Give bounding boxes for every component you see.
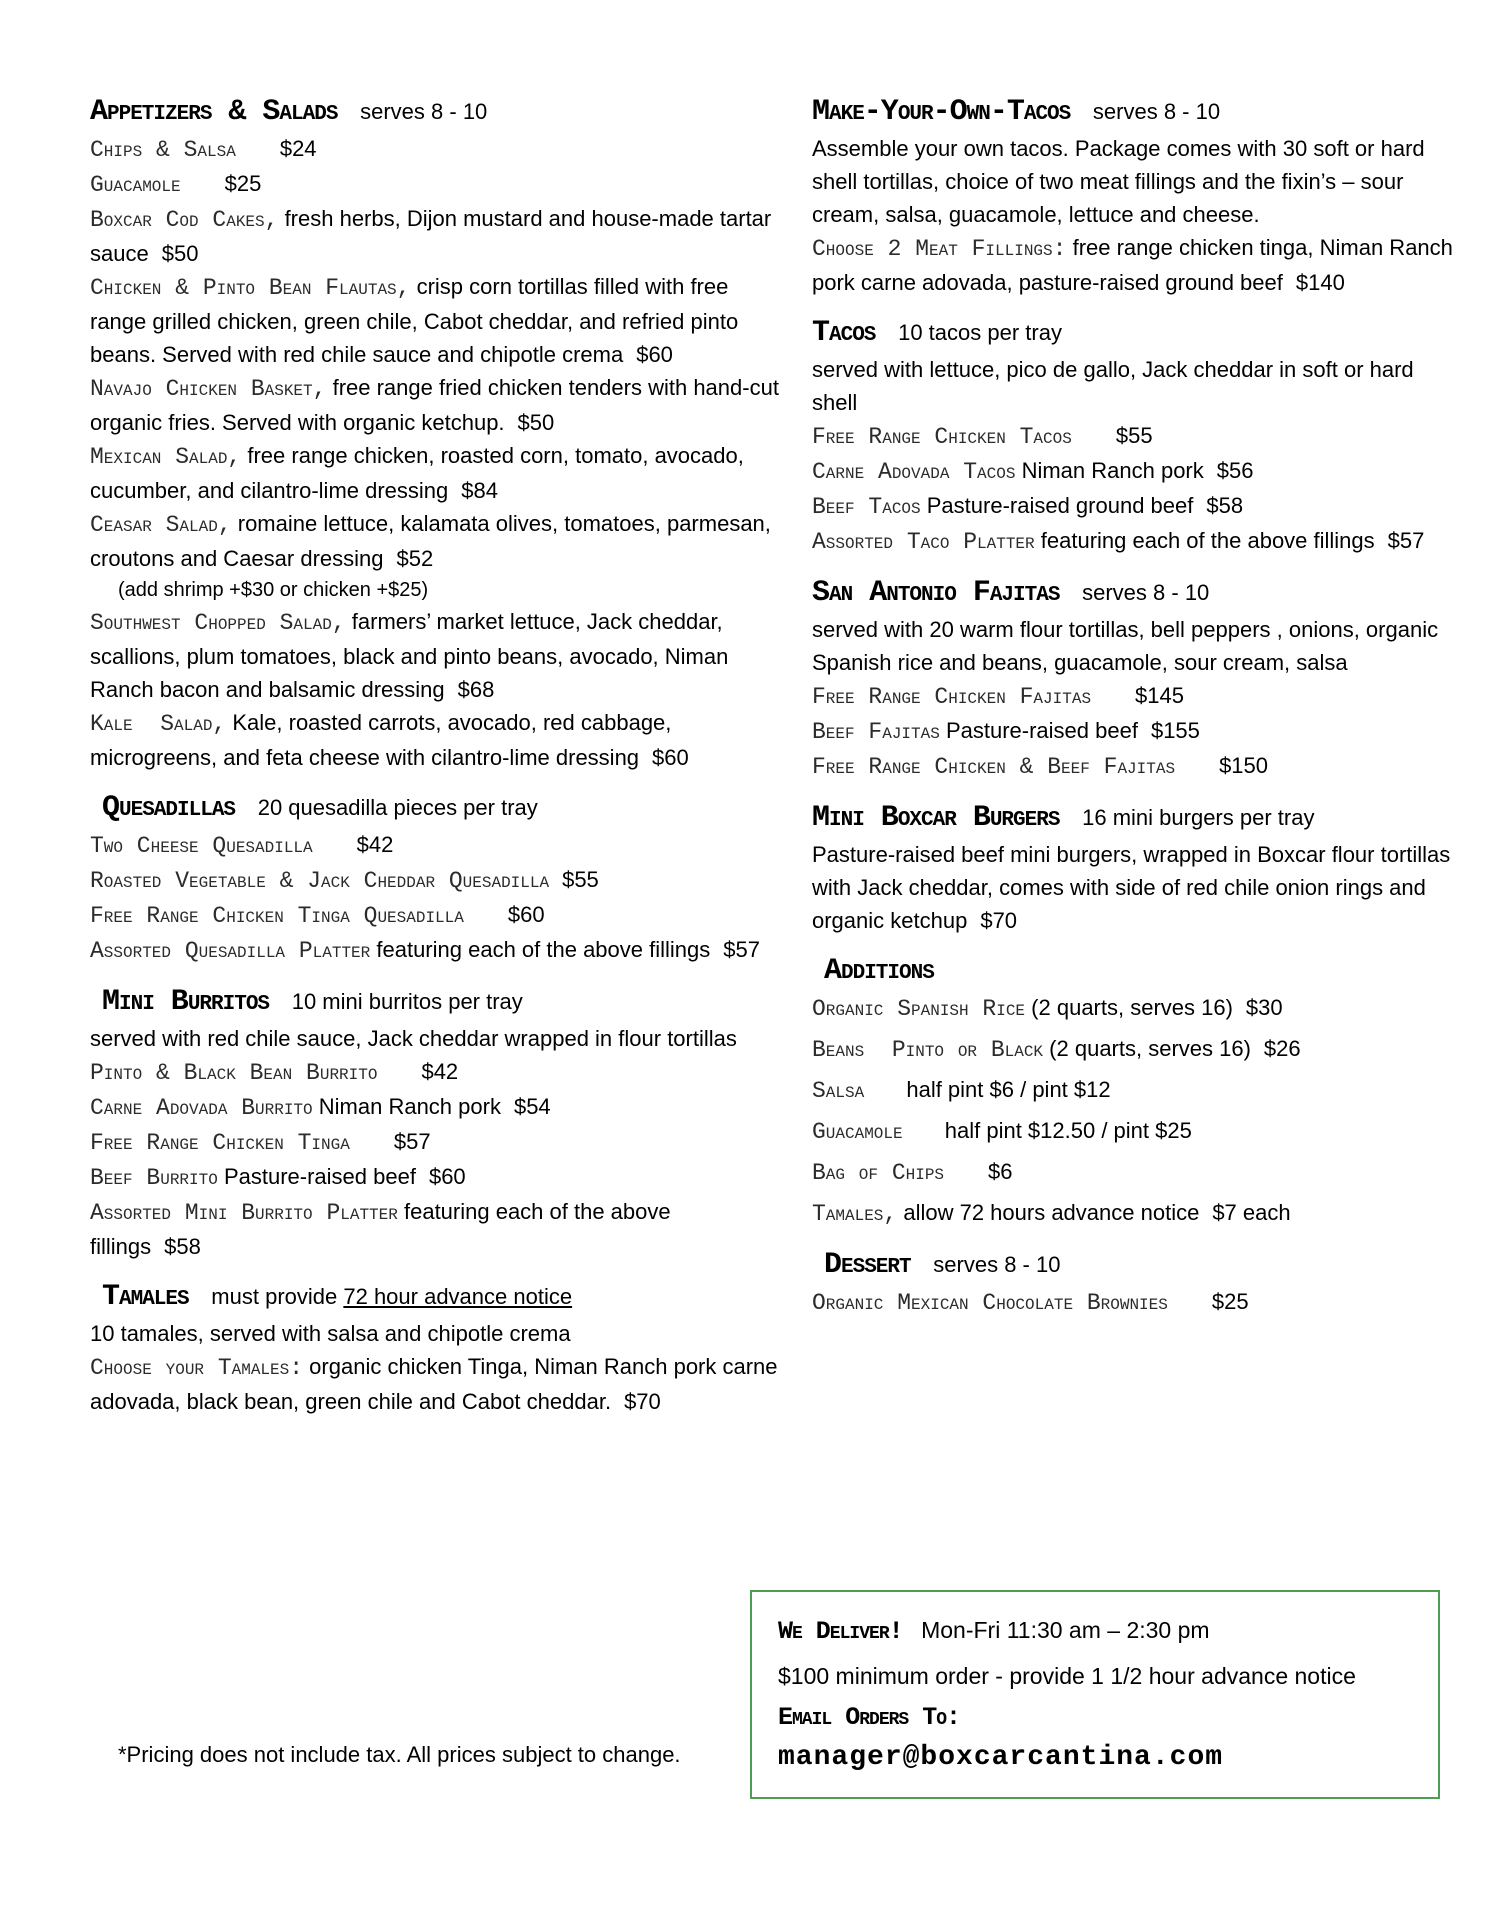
section-subtitle: serves 8 - 10	[1092, 99, 1221, 124]
item-description: featuring each of the above fillings	[90, 1199, 671, 1259]
item-price: $58	[164, 1234, 201, 1259]
menu-item	[812, 1155, 1464, 1190]
section-intro	[812, 838, 1464, 937]
item-name: Boxcar Cod Cakes,	[90, 207, 279, 233]
section-title: Mini Burritos	[102, 985, 270, 1019]
section-subtitle: 10 mini burritos per tray	[291, 989, 523, 1014]
menu-item	[90, 167, 782, 202]
item-price: $57	[1387, 528, 1425, 553]
item-description: Pasture-raised beef	[945, 718, 1138, 743]
item-price: $84	[461, 478, 498, 503]
section-heading	[812, 953, 1464, 989]
menu-item	[90, 863, 782, 898]
intro-text: Assemble your own tacos. Package comes with 30 soft or hard shell tortillas, choice of two meat fillings and the fixin’s – sour cream, salsa, guacamole, lettuce and cheese.	[812, 136, 1425, 227]
item-name: Chicken & Pinto Bean Flautas,	[90, 275, 411, 301]
item-name: Organic Spanish Rice	[812, 996, 1026, 1022]
section-subtitle: serves 8 - 10	[360, 99, 488, 124]
item-price: $60	[652, 745, 689, 770]
section-subtitle: serves 8 - 10	[1082, 580, 1210, 605]
item-name: Free Range Chicken Tinga Quesadilla	[90, 903, 464, 929]
item-price: $150	[1219, 753, 1269, 778]
item-name: Choose your Tamales:	[90, 1355, 304, 1381]
menu-item	[90, 202, 782, 270]
section-subtitle: 16 mini burgers per tray	[1082, 805, 1315, 830]
item-description: romaine lettuce, kalamata olives, tomatoes, parmesan, croutons and Caesar dressing	[90, 511, 771, 571]
section-title: Make-Your-Own-Tacos	[812, 95, 1071, 129]
menu-item	[812, 231, 1464, 299]
delivery-email-address: manager@boxcarcantina.com	[778, 1742, 1224, 1773]
item-name: Bag of Chips	[812, 1160, 945, 1186]
item-name: Pinto & Black Bean Burrito	[90, 1060, 378, 1086]
menu-item	[90, 1195, 782, 1263]
menu-item	[812, 524, 1464, 559]
delivery-minimum-order: $100 minimum order - provide 1 1/2 hour advance notice	[778, 1663, 1356, 1689]
section-title: Mini Boxcar Burgers	[812, 801, 1060, 835]
item-description: Niman Ranch pork	[318, 1094, 501, 1119]
section-heading	[812, 315, 1464, 351]
item-description: Niman Ranch pork	[1021, 458, 1204, 483]
item-price: $7 each	[1212, 1200, 1291, 1225]
item-price: $58	[1206, 493, 1244, 518]
item-price: $24	[279, 136, 317, 161]
item-price: $56	[1216, 458, 1254, 483]
menu-item	[90, 706, 782, 774]
menu-item	[90, 898, 782, 933]
item-name: Navajo Chicken Basket,	[90, 376, 327, 402]
menu-item	[90, 507, 782, 575]
item-description: (2 quarts, serves 16)	[1031, 995, 1233, 1020]
item-name: Free Range Chicken Tacos	[812, 424, 1072, 450]
delivery-title-line	[778, 1612, 1414, 1652]
item-name: Roasted Vegetable & Jack Cheddar Quesadilla	[90, 868, 550, 894]
section-heading	[90, 94, 782, 130]
menu-item	[90, 132, 782, 167]
item-description: free range fried chicken tenders with hand-cut organic fries. Served with organic ketchup.	[90, 375, 779, 435]
item-name: Free Range Chicken Tinga	[90, 1130, 350, 1156]
item-description: featuring each of the above fillings	[376, 937, 711, 962]
item-price: $70	[624, 1389, 661, 1414]
intro-text: Pasture-raised beef mini burgers, wrapped in Boxcar flour tortillas with Jack cheddar, comes with side of red chile onion rings and organic ketchup	[812, 842, 1451, 933]
item-description: Pasture-raised beef	[223, 1164, 416, 1189]
section-subtitle	[211, 1284, 572, 1309]
section-intro	[812, 613, 1464, 679]
item-description: allow 72 hours advance notice	[903, 1200, 1200, 1225]
item-price: $57	[723, 937, 760, 962]
item-price: $57	[393, 1129, 431, 1154]
item-price: $6	[988, 1159, 1013, 1184]
section-intro	[812, 132, 1464, 231]
item-description: free range chicken, roasted corn, tomato, avocado, cucumber, and cilantro-lime dressing	[90, 443, 744, 503]
menu-section-san-antonio-fajitas	[812, 575, 1464, 784]
item-price: $55	[1115, 423, 1153, 448]
intro-text: served with red chile sauce, Jack cheddar wrapped in flour tortillas	[90, 1026, 737, 1051]
menu-section-dessert	[812, 1247, 1464, 1320]
section-title: Appetizers & Salads	[90, 95, 338, 129]
item-price: $50	[161, 241, 199, 266]
section-title: Tacos	[812, 316, 876, 350]
item-price: $70	[980, 908, 1018, 933]
item-name: Beef Burrito	[90, 1165, 218, 1191]
menu-item	[90, 933, 782, 968]
section-subtitle: 10 tacos per tray	[898, 320, 1062, 345]
menu-item	[812, 679, 1464, 714]
section-heading	[90, 790, 782, 826]
item-name: Ceasar Salad,	[90, 512, 232, 538]
menu-item	[90, 1055, 782, 1090]
section-heading	[812, 800, 1464, 836]
item-name: Two Cheese Quesadilla	[90, 833, 313, 859]
section-heading	[812, 94, 1464, 130]
item-price: $68	[457, 677, 495, 702]
menu-item	[90, 1090, 782, 1125]
item-description: Pasture-raised ground beef	[926, 493, 1194, 518]
menu-item	[90, 439, 782, 507]
delivery-info-box	[750, 1590, 1440, 1799]
item-price: $26	[1263, 1036, 1301, 1061]
item-description: free range chicken tinga, Niman Ranch pork carne adovada, pasture-raised ground beef	[812, 235, 1453, 295]
menu-section-additions	[812, 953, 1464, 1231]
menu-item	[812, 1196, 1464, 1231]
item-price: $25	[1211, 1289, 1249, 1314]
menu-item	[812, 749, 1464, 784]
section-intro	[812, 353, 1464, 419]
menu-item	[812, 1114, 1464, 1149]
item-price: $60	[428, 1164, 466, 1189]
item-price: $140	[1295, 270, 1345, 295]
intro-text: 10 tamales, served with salsa and chipotle crema	[90, 1321, 571, 1346]
item-price: $50	[517, 410, 555, 435]
section-intro	[90, 1317, 782, 1350]
item-price: $42	[356, 832, 394, 857]
intro-text: served with 20 warm flour tortillas, bell peppers , onions, organic Spanish rice and beans, guacamole, sour cream, salsa	[812, 617, 1439, 675]
item-note: (add shrimp +$30 or chicken +$25)	[118, 579, 429, 601]
section-title: San Antonio Fajitas	[812, 576, 1060, 610]
menu-section-tacos	[812, 315, 1464, 559]
menu-item	[812, 489, 1464, 524]
subtitle-prefix-text: must provide	[211, 1284, 344, 1309]
delivery-title: We Deliver!	[778, 1617, 903, 1646]
section-title: Tamales	[102, 1280, 189, 1314]
menu-section-make-your-own-tacos	[812, 94, 1464, 299]
subtitle-underlined-text: 72 hour advance notice	[343, 1284, 573, 1309]
item-price: $145	[1135, 683, 1184, 708]
item-name: Tamales,	[812, 1201, 898, 1227]
menu-item	[812, 1285, 1464, 1320]
section-heading	[90, 1279, 782, 1315]
item-description: (2 quarts, serves 16)	[1049, 1036, 1251, 1061]
menu-item	[90, 270, 782, 371]
item-name: Kale Salad,	[90, 711, 227, 737]
menu-column-left	[90, 94, 782, 1418]
item-description: farmers’ market lettuce, Jack cheddar, scallions, plum tomatoes, black and pinto beans, avocado, Niman Ranch bacon and balsamic dressing	[90, 609, 729, 702]
menu-item	[90, 605, 782, 706]
section-title: Quesadillas	[102, 791, 236, 825]
item-name: Mexican Salad,	[90, 444, 242, 470]
menu-item	[812, 1032, 1464, 1067]
menu-item	[90, 1160, 782, 1195]
menu-section-tamales	[90, 1279, 782, 1418]
item-name: Carne Adovada Tacos	[812, 459, 1016, 485]
item-name: Beef Fajitas	[812, 719, 940, 745]
item-name: Assorted Quesadilla Platter	[90, 938, 371, 964]
menu-item	[812, 1073, 1464, 1108]
menu-item	[90, 1350, 782, 1418]
menu-item	[90, 1125, 782, 1160]
intro-text: served with lettuce, pico de gallo, Jack cheddar in soft or hard shell	[812, 357, 1414, 415]
item-name: Organic Mexican Chocolate Brownies	[812, 1290, 1168, 1316]
item-name: Free Range Chicken Fajitas	[812, 684, 1092, 710]
menu-item	[90, 371, 782, 439]
section-heading	[812, 1247, 1464, 1283]
item-price: $25	[224, 171, 262, 196]
item-name: Assorted Taco Platter	[812, 529, 1035, 555]
item-description: featuring each of the above fillings	[1040, 528, 1375, 553]
item-price: $42	[421, 1059, 459, 1084]
menu-item	[90, 828, 782, 863]
item-name: Southwest Chopped Salad,	[90, 610, 346, 636]
item-name: Free Range Chicken & Beef Fajitas	[812, 754, 1176, 780]
delivery-hours: Mon-Fri 11:30 am – 2:30 pm	[921, 1617, 1210, 1643]
item-price: $60	[636, 342, 673, 367]
item-name: Guacamole	[812, 1119, 903, 1145]
pricing-footnote: *Pricing does not include tax. All prices subject to change.	[118, 1742, 681, 1767]
menu-item	[812, 454, 1464, 489]
item-description: half pint $12.50 / pint $25	[944, 1118, 1192, 1143]
item-description: organic chicken Tinga, Niman Ranch pork carne adovada, black bean, green chile and Cabot cheddar.	[90, 1354, 778, 1414]
menu-section-quesadillas	[90, 790, 782, 968]
section-intro	[90, 1022, 782, 1055]
item-price: $55	[562, 867, 599, 892]
item-description: crisp corn tortillas filled with free range grilled chicken, green chile, Cabot cheddar, and refried pinto beans. Served with red chile sauce and chipotle crema	[90, 274, 739, 367]
item-description: half pint $6 / pint $12	[906, 1077, 1111, 1102]
delivery-email-label: Email Orders To:	[778, 1703, 961, 1732]
item-name: Carne Adovada Burrito	[90, 1095, 313, 1121]
item-price: $54	[513, 1094, 551, 1119]
menu-item	[812, 991, 1464, 1026]
item-name: Choose 2 Meat Fillings:	[812, 236, 1067, 262]
section-subtitle: 20 quesadilla pieces per tray	[257, 795, 538, 820]
section-heading	[812, 575, 1464, 611]
section-heading	[90, 984, 782, 1020]
item-name: Assorted Mini Burrito Platter	[90, 1200, 398, 1226]
section-title: Dessert	[824, 1248, 911, 1282]
item-name: Chips & Salsa	[90, 137, 236, 163]
menu-column-right	[812, 94, 1464, 1320]
item-name: Beef Tacos	[812, 494, 921, 520]
item-name: Beans Pinto or Black	[812, 1037, 1044, 1063]
menu-section-mini-burritos	[90, 984, 782, 1263]
item-description: Kale, roasted carrots, avocado, red cabbage, microgreens, and feta cheese with cilantro-lime dressing	[90, 710, 672, 770]
item-name: Guacamole	[90, 172, 181, 198]
menu-section-mini-boxcar-burgers	[812, 800, 1464, 937]
menu-section-appetizers-salads	[90, 94, 782, 774]
menu-item	[812, 419, 1464, 454]
section-title: Additions	[824, 954, 934, 988]
item-price: $30	[1245, 995, 1283, 1020]
menu-item	[812, 714, 1464, 749]
item-price: $155	[1150, 718, 1200, 743]
item-name: Salsa	[812, 1078, 865, 1104]
item-description: fresh herbs, Dijon mustard and house-made tartar sauce	[90, 206, 772, 266]
item-price: $60	[507, 902, 545, 927]
item-price: $52	[396, 546, 434, 571]
section-subtitle: serves 8 - 10	[933, 1252, 1061, 1277]
